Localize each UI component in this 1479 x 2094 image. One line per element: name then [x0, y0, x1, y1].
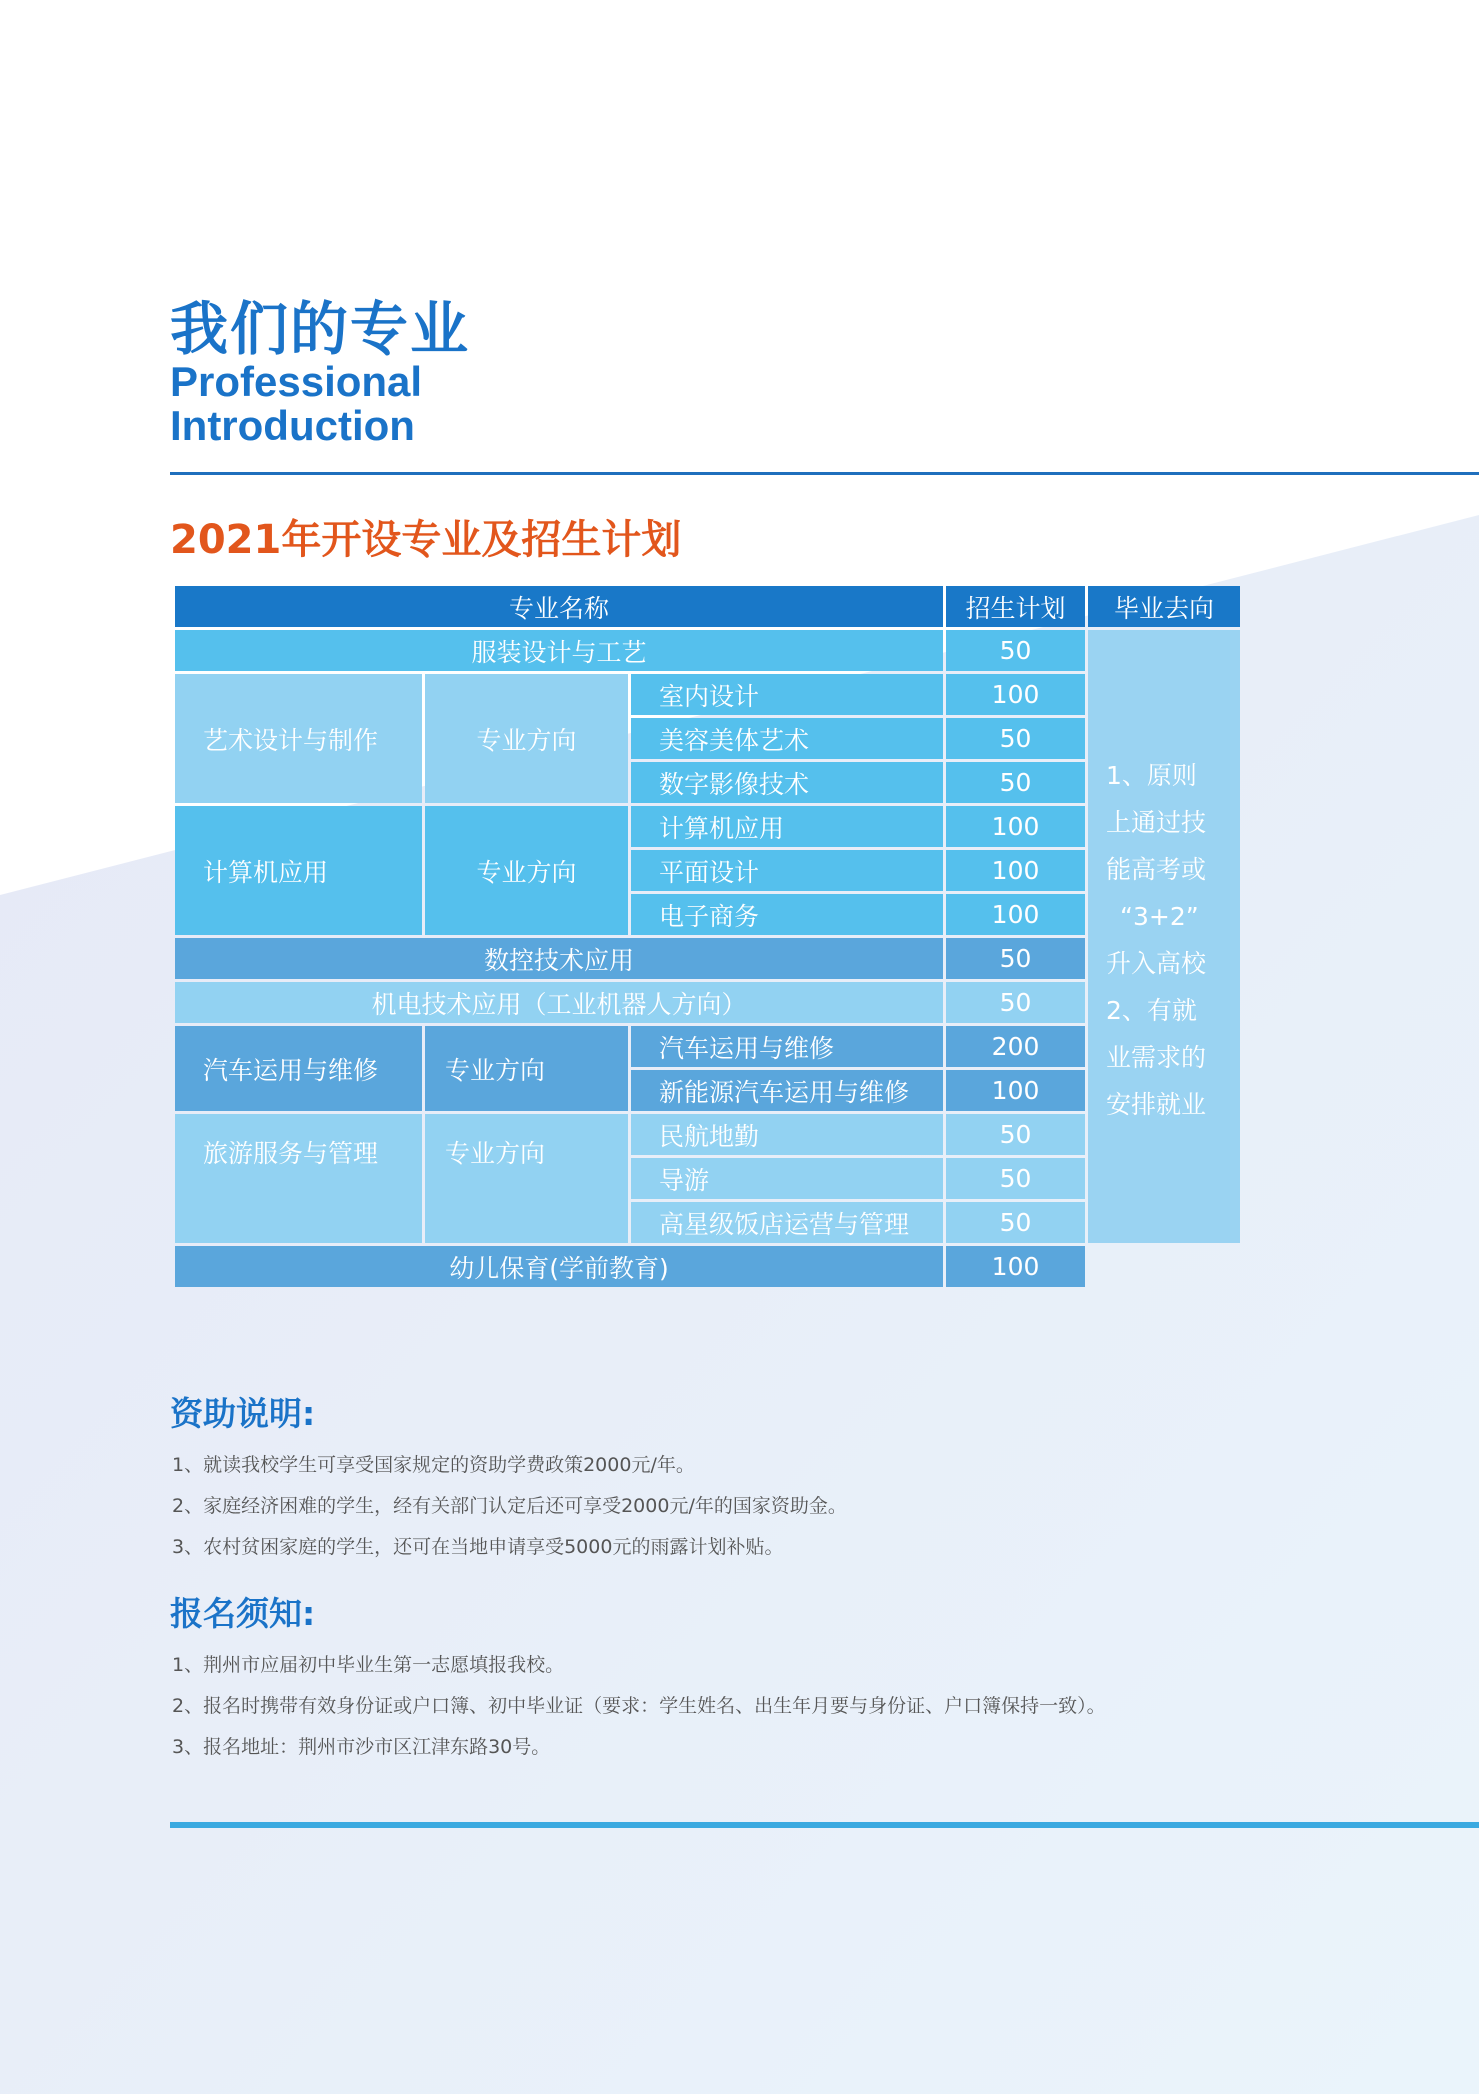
- plan-count: 100: [946, 850, 1085, 891]
- plan-count: 50: [946, 1114, 1085, 1155]
- sub-major: 汽车运用与维修: [631, 1026, 943, 1067]
- enroll-item: 2、报名时携带有效身份证或户口簿、初中毕业证（要求：学生姓名、出生年月要与身份证、户口簿保持一致）。: [172, 1695, 1106, 1717]
- header-graduation: 毕业去向: [1088, 586, 1240, 627]
- enrollment-table: [172, 583, 1243, 1290]
- group-name: 汽车运用与维修: [175, 1026, 422, 1111]
- table-row: [175, 938, 1240, 979]
- sub-major: 室内设计: [631, 674, 943, 715]
- direction-label: 专业方向: [425, 1114, 628, 1243]
- header-major: 专业名称: [175, 586, 943, 627]
- table-row: [175, 630, 1240, 671]
- plan-count: 50: [946, 762, 1085, 803]
- plan-count: 200: [946, 1026, 1085, 1067]
- plan-count: 50: [946, 1202, 1085, 1243]
- plan-count: 50: [946, 718, 1085, 759]
- plan-count: 50: [946, 1158, 1085, 1199]
- major-name: 服装设计与工艺: [175, 630, 943, 671]
- major-name: 数控技术应用: [175, 938, 943, 979]
- sub-major: 新能源汽车运用与维修: [631, 1070, 943, 1111]
- direction-label: 专业方向: [425, 674, 628, 803]
- graduation-cell: [1088, 630, 1240, 1243]
- table-row: [175, 806, 1240, 847]
- table-row: [175, 1026, 1240, 1067]
- bottom-divider: [170, 1822, 1479, 1828]
- major-name: 机电技术应用（工业机器人方向）: [175, 982, 943, 1023]
- sub-major: 美容美体艺术: [631, 718, 943, 759]
- group-name: 旅游服务与管理: [175, 1114, 422, 1243]
- direction-label: 专业方向: [425, 806, 628, 935]
- graduation-line: 上通过技: [1106, 808, 1207, 837]
- sub-major: 计算机应用: [631, 806, 943, 847]
- table-row: [175, 982, 1240, 1023]
- sub-major: 平面设计: [631, 850, 943, 891]
- page-title: 我们的专业: [170, 295, 471, 363]
- plan-title: 2021年开设专业及招生计划: [170, 517, 682, 563]
- funding-title: 资助说明:: [170, 1394, 316, 1433]
- graduation-line: 安排就业: [1106, 1090, 1207, 1119]
- enroll-title: 报名须知:: [170, 1594, 316, 1633]
- graduation-line: 能高考或: [1106, 855, 1207, 884]
- plan-count: 100: [946, 674, 1085, 715]
- enroll-item: 3、报名地址：荆州市沙市区江津东路30号。: [172, 1736, 551, 1758]
- group-name: 艺术设计与制作: [175, 674, 422, 803]
- enroll-item: 1、荆州市应届初中毕业生第一志愿填报我校。: [172, 1654, 565, 1676]
- table-row: [175, 1114, 1240, 1155]
- plan-count: 50: [946, 938, 1085, 979]
- header-plan: 招生计划: [946, 586, 1085, 627]
- sub-major: 民航地勤: [631, 1114, 943, 1155]
- graduation-line: “3+2”: [1120, 902, 1199, 931]
- plan-count: 100: [946, 1246, 1085, 1287]
- sub-major: 导游: [631, 1158, 943, 1199]
- funding-item: 3、农村贫困家庭的学生，还可在当地申请享受5000元的雨露计划补贴。: [172, 1536, 784, 1558]
- funding-item: 2、家庭经济困难的学生，经有关部门认定后还可享受2000元/年的国家资助金。: [172, 1495, 847, 1517]
- direction-label: 专业方向: [425, 1026, 628, 1111]
- subtitle-line-1: Professional: [170, 358, 423, 405]
- plan-count: 50: [946, 630, 1085, 671]
- sub-major: 数字影像技术: [631, 762, 943, 803]
- sub-major: 电子商务: [631, 894, 943, 935]
- plan-count: 50: [946, 982, 1085, 1023]
- plan-count: 100: [946, 806, 1085, 847]
- graduation-line: 2、有就: [1106, 996, 1197, 1025]
- graduation-line: 升入高校: [1106, 949, 1207, 978]
- group-name: 计算机应用: [175, 806, 422, 935]
- graduation-line: 业需求的: [1106, 1043, 1207, 1072]
- funding-item: 1、就读我校学生可享受国家规定的资助学费政策2000元/年。: [172, 1454, 695, 1476]
- table-header-row: [175, 586, 1240, 627]
- table-row: [175, 674, 1240, 715]
- graduation-line: 1、原则: [1106, 761, 1197, 790]
- major-name: 幼儿保育(学前教育): [175, 1246, 943, 1287]
- plan-count: 100: [946, 894, 1085, 935]
- sub-major: 高星级饭店运营与管理: [631, 1202, 943, 1243]
- top-divider: [170, 472, 1479, 475]
- table-row: [175, 1246, 1240, 1287]
- plan-count: 100: [946, 1070, 1085, 1111]
- page-subtitle: [170, 360, 422, 448]
- subtitle-line-2: Introduction: [170, 402, 415, 449]
